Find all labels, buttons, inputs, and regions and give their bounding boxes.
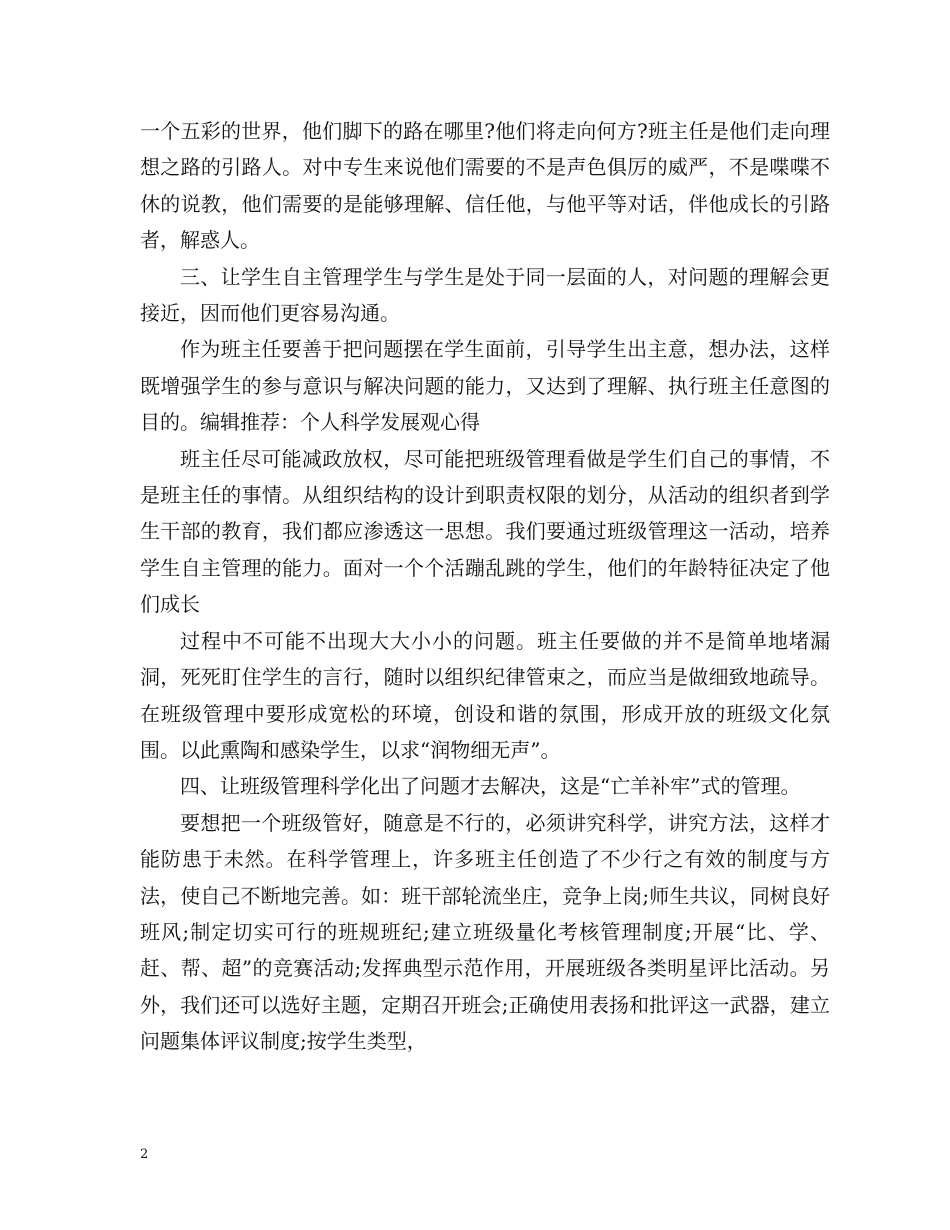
paragraph-2: 三、让学生自主管理学生与学生是处于同一层面的人，对问题的理解会更接近，因而他们更容易沟通。 [140,264,830,326]
paragraph-7: 要想把一个班级管好，随意是不行的，必须讲究科学，讲究方法，这样才能防患于未然。在科学管理上，许多班主任创造了不少行之有效的制度与方法，使自己不断地完善。如：班干部轮流坐庄，竞争上岗;师生共议，同树良好班风;制定切实可行的班规班纪;建立班级量化考核管理制度;开展“比、学、赶、帮、超”的竞赛活动;发挥典型示范作用，开展班级各类明星评比活动。另外，我们还可以选好主题，定期召开班会;正确使用表扬和批评这一武器，建立问题集体评议制度;按学生类型， [140,810,830,1054]
paragraph-1: 一个五彩的世界，他们脚下的路在哪里?他们将走向何方?班主任是他们走向理想之路的引路人。对中专生来说他们需要的不是声色俱厉的威严，不是喋喋不休的说教，他们需要的是能够理解、信任他，与他平等对话，伴他成长的引路者，解惑人。 [140,119,830,253]
page-number: 2 [140,1147,149,1162]
paragraph-6: 四、让班级管理科学化出了问题才去解决，这是“亡羊补牢”式的管理。 [180,774,801,799]
body-text [140,113,830,1060]
paragraph-4: 班主任尽可能减政放权，尽可能把班级管理看做是学生们自己的事情，不是班主任的事情。从组织结构的设计到职责权限的划分，从活动的组织者到学生干部的教育，我们都应渗透这一思想。我们要通过班级管理这一活动，培养学生自主管理的能力。面对一个个活蹦乱跳的学生，他们的年龄特征决定了他们成长 [140,446,830,617]
paragraph-5: 过程中不可能不出现大大小小的问题。班主任要做的并不是简单地堵漏洞，死死盯住学生的言行，随时以组织纪律管束之，而应当是做细致地疏导。在班级管理中要形成宽松的环境，创设和谐的氛围，形成开放的班级文化氛围。以此熏陶和感染学生，以求“润物细无声”。 [140,628,830,762]
paragraph-3: 作为班主任要善于把问题摆在学生面前，引导学生出主意，想办法，这样既增强学生的参与意识与解决问题的能力，又达到了理解、执行班主任意图的目的。编辑推荐：个人科学发展观心得 [140,337,830,435]
